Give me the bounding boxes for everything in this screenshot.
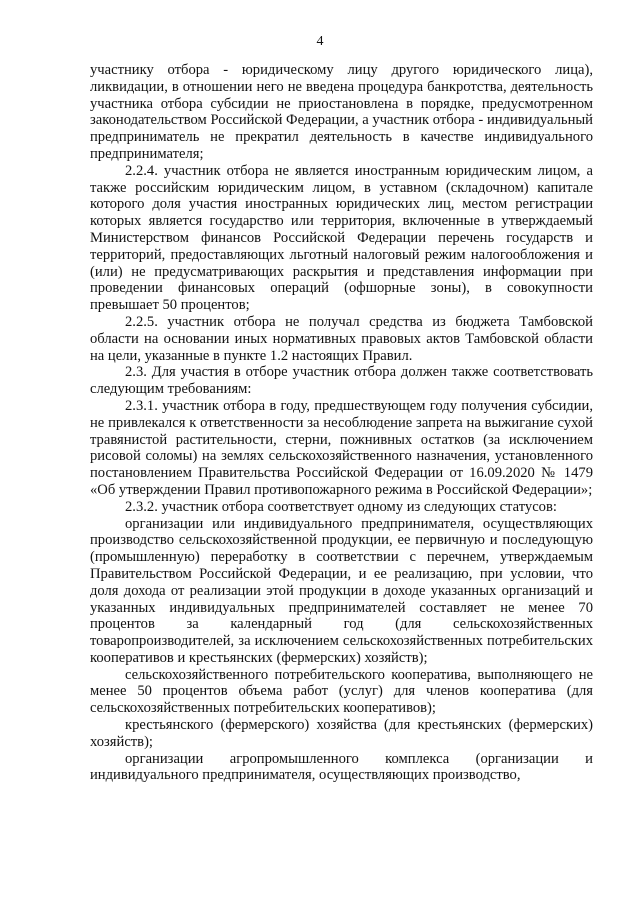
status-option-farm: крестьянского (фермерского) хозяйства (для крестьянских (фермерских) хозяйств); [90,717,593,750]
status-option-cooperative: сельскохозяйственного потребительского кооператива, выполняющего не менее 50 процентов объема работ (услуг) для членов кооператива (для сельскохозяйственных потребительских кооперативов); [90,666,593,717]
page-number: 4 [316,34,324,49]
document-body [90,62,593,784]
paragraph-continuation: участнику отбора - юридическому лицу другого юридического лица), ликвидации, в отношении него не введена процедура банкротства, деятельность участника отбора субсидии не приостановлена в порядке, предусмотренном законодательством Российской Федерации, а участник отбора - индивидуальный предприниматель не прекратил деятельность в качестве индивидуального предпринимателя; [90,62,593,162]
paragraph-2-2-4: 2.2.4. участник отбора не является иностранным юридическим лицом, а также российским юридическим лицом, в уставном (складочном) капитале которого доля участия иностранных юридических лиц, местом регистрации которых является государство или территория, включенные в утверждаемый Министерством финансов Российской Федерации перечень государств и территорий, предоставляющих льготный налоговый режим налогообложения и (или) не предусматривающих раскрытия и представления информации при проведении финансовых операций (офшорные зоны), в совокупности превышает 50 процентов; [90,162,593,314]
paragraph-2-3: 2.3. Для участия в отборе участник отбора должен также соответствовать следующим требованиям: [90,364,593,398]
status-option-agro-complex: организации агропромышленного комплекса (организации и индивидуального предпринимателя, осуществляющих производство, [90,750,593,784]
status-option-organizations: организации или индивидуального предпринимателя, осуществляющих производство сельскохозяйственной продукции, ее первичную и последующую (промышленную) переработку в соответствии с перечнем, утверждаемым Правительством Российской Федерации, и ее реализацию, при условии, что доля дохода от реализации этой продукции в доходе указанных организаций и указанных индивидуальных предпринимателей составляет не менее 70 процентов за календарный год (для сельскохозяйственных товаропроизводителей, за исключением сельскохозяйственных потребительских кооперативов и крестьянских (фермерских) хозяйств); [90,515,593,666]
paragraph-2-3-2: 2.3.2. участник отбора соответствует одному из следующих статусов: [125,498,557,515]
paragraph-2-2-5: 2.2.5. участник отбора не получал средства из бюджета Тамбовской области на основании иных нормативных правовых актов Тамбовской области на цели, указанные в пункте 1.2 настоящих Правил. [90,313,593,364]
paragraph-2-3-1: 2.3.1. участник отбора в году, предшествующем году получения субсидии, не привлекался к ответственности за несоблюдение запрета на выжигание сухой травянистой растительности, стерни, пожнивных остатков (за исключением рисовой соломы) на землях сельскохозяйственного назначения, установленного постановлением Правительства Российской Федерации от 16.09.2020 № 1479 «Об утверждении Правил противопожарного режима в Российской Федерации»; [90,397,593,498]
